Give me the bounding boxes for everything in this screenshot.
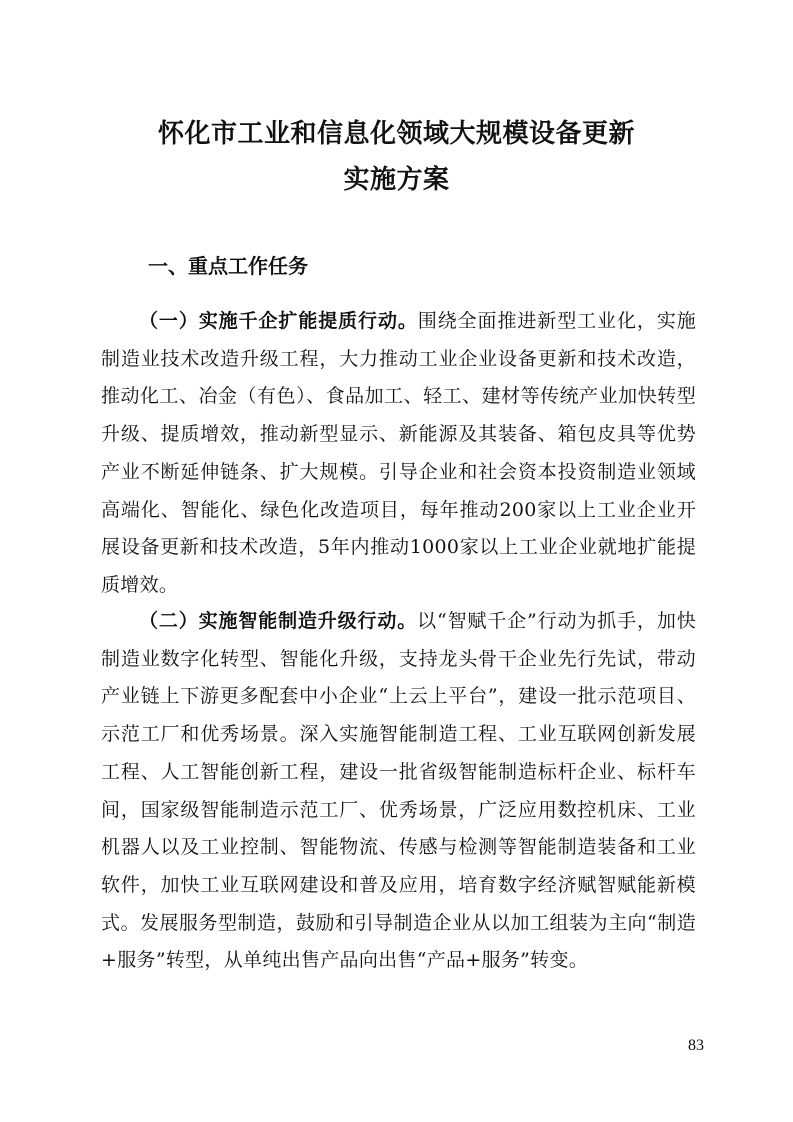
paragraph-2-text: 以“智赋千企”行动为抓手，加快制造业数字化转型、智能化升级，支持龙头骨干企业先行先试，带动产业链上下游更多配套中小企业“上云上平台”，建设一批示范项目、示范工厂和优秀场景。深入实施智能制造工程、工业互联网创新发展工程、人工智能创新工程，建设一批省级智能制造标杆企业、标杆车间，国家级智能制造示范工厂、优秀场景，广泛应用数控机床、工业机器人以及工业控制、智能物流、传感与检测等智能制造装备和工业软件，加快工业互联网建设和普及应用，培育数字经济赋智赋能新模式。发展服务型制造，鼓励和引导制造企业从以加工组装为主向“制造+服务”转型，从单纯出售产品向出售“产品+服务”转变。: [101, 610, 696, 972]
document-title-line-1: 怀化市工业和信息化领域大规模设备更新: [157, 119, 635, 149]
page-number: 83: [688, 1037, 704, 1054]
section-heading: 一、重点工作任务: [148, 254, 308, 278]
paragraph-2-lead: （二）实施智能制造升级行动。: [139, 610, 418, 632]
paragraph-2: [101, 603, 696, 980]
paragraph-1-lead: （一）实施千企扩能提质行动。: [139, 310, 418, 332]
paragraph-1-text: 围绕全面推进新型工业化，实施制造业技术改造升级工程，大力推动工业企业设备更新和技术改造，推动化工、冶金（有色）、食品加工、轻工、建材等传统产业加快转型升级、提质增效，推动新型显示、新能源及其装备、箱包皮具等优势产业不断延伸链条、扩大规模。引导企业和社会资本投资制造业领域高端化、智能化、绿色化改造项目，每年推动200家以上工业企业开展设备更新和技术改造，5年内推动1000家以上工业企业就地扩能提质增效。: [101, 310, 697, 596]
document-title-line-2: 实施方案: [343, 165, 450, 195]
paragraph-1: [101, 303, 696, 605]
